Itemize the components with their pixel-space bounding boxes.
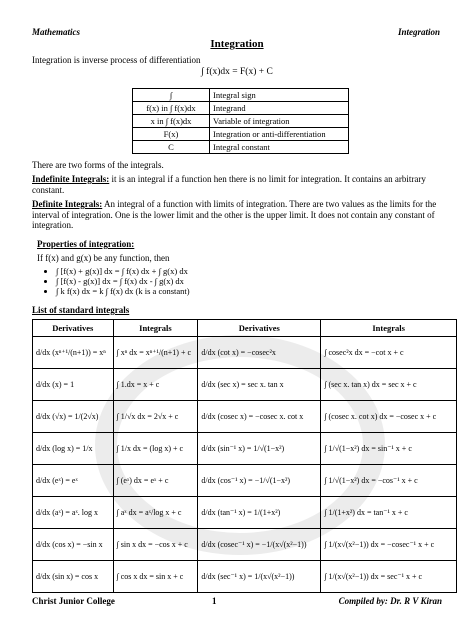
integral-cell: ∫ (sec x. tan x) dx = sec x + c <box>321 369 457 401</box>
page-footer <box>32 596 442 606</box>
meaning-cell: Integrand <box>210 102 349 115</box>
integral-cell: ∫ 1/√(1−x²) dx = sin⁻¹ x + c <box>321 433 457 465</box>
integral-cell: ∫ cos x dx = sin x + c <box>113 561 198 593</box>
indefinite-paragraph <box>32 174 442 195</box>
col-header: Integrals <box>321 320 457 337</box>
page-number: 1 <box>212 596 217 606</box>
footer-compiler: Compiled by: Dr. R V Kiran <box>338 596 442 606</box>
derivative-cell: d/dx (eˣ) = eˣ <box>33 465 114 497</box>
table-row <box>33 433 457 465</box>
indefinite-text: it is an integral if a function hen there is no limit for integration. It contains an arbitrary constant. <box>32 174 426 195</box>
forms-text: There are two forms of the integrals. <box>32 160 164 170</box>
integral-cell: ∫ xⁿ dx = xⁿ⁺¹/(n+1) + c <box>113 337 198 369</box>
col-header: Derivatives <box>198 320 321 337</box>
derivative-cell: d/dx (tan⁻¹ x) = 1/(1+x²) <box>198 497 321 529</box>
standard-integrals-table <box>32 319 457 593</box>
properties-list <box>44 266 190 296</box>
integral-cell: ∫ (eˣ) dx = eˣ + c <box>113 465 198 497</box>
footer-college: Christ Junior College <box>32 596 115 606</box>
definite-term: Definite Integrals: <box>32 199 103 209</box>
derivative-cell: d/dx (log x) = 1/x <box>33 433 114 465</box>
integral-cell: ∫ cosec²x dx = −cot x + c <box>321 337 457 369</box>
table-row <box>33 465 457 497</box>
page-header <box>32 27 440 37</box>
definite-paragraph <box>32 199 442 231</box>
derivative-cell: d/dx (x) = 1 <box>33 369 114 401</box>
derivative-cell: d/dx (sin⁻¹ x) = 1/√(1−x²) <box>198 433 321 465</box>
properties-heading: Properties of integration: <box>37 239 135 249</box>
derivative-cell: d/dx (xⁿ⁺¹/(n+1)) = xⁿ <box>33 337 114 369</box>
main-equation: ∫ f(x)dx = F(x) + C <box>201 67 273 77</box>
table-row <box>33 561 457 593</box>
symbol-row <box>133 89 349 102</box>
header-topic: Integration <box>397 27 440 37</box>
meaning-cell: Integral sign <box>210 89 349 102</box>
integral-cell: ∫ 1/√x dx = 2√x + c <box>113 401 198 433</box>
symbol-row <box>133 128 349 141</box>
col-header: Derivatives <box>33 320 114 337</box>
symbol-table <box>132 88 349 154</box>
symbol-cell: C <box>133 141 210 154</box>
indefinite-term: Indefinite Integrals: <box>32 174 110 184</box>
integral-cell: ∫ 1.dx = x + c <box>113 369 198 401</box>
meaning-cell: Variable of integration <box>210 115 349 128</box>
derivative-cell: d/dx (sec x) = sec x. tan x <box>198 369 321 401</box>
derivative-cell: d/dx (sin x) = cos x <box>33 561 114 593</box>
definite-text: An integral of a function with limits of integration. There are two values as the limits for the interval of integration. One is the lower limit and the other is the upper limit. It does not contain any constant of integration. <box>32 199 437 230</box>
table-row <box>33 401 457 433</box>
integral-cell: ∫ 1/x dx = (log x) + c <box>113 433 198 465</box>
symbol-cell: f(x) in ∫ f(x)dx <box>133 102 210 115</box>
header-subject: Mathematics <box>32 27 81 37</box>
table-row <box>33 369 457 401</box>
integral-cell: ∫ 1/(x√(x²−1)) dx = −cosec⁻¹ x + c <box>321 529 457 561</box>
derivative-cell: d/dx (√x) = 1/(2√x) <box>33 401 114 433</box>
page-title: Integration <box>210 38 264 50</box>
meaning-cell: Integral constant <box>210 141 349 154</box>
table-row <box>33 497 457 529</box>
derivative-cell: d/dx (cos⁻¹ x) = −1/√(1−x²) <box>198 465 321 497</box>
derivative-cell: d/dx (cosec x) = −cosec x. cot x <box>198 401 321 433</box>
derivative-cell: d/dx (aˣ) = aˣ. log x <box>33 497 114 529</box>
integral-cell: ∫ sin x dx = −cos x + c <box>113 529 198 561</box>
symbol-cell: F(x) <box>133 128 210 141</box>
derivative-cell: d/dx (cos x) = −sin x <box>33 529 114 561</box>
integral-cell: ∫ 1/(x√(x²−1)) dx = sec⁻¹ x + c <box>321 561 457 593</box>
table-row <box>33 337 457 369</box>
symbol-cell: x in ∫ f(x)dx <box>133 115 210 128</box>
property-item: • ∫ [f(x) + g(x)] dx = ∫ f(x) dx + ∫ g(x) dx <box>56 266 190 276</box>
derivative-cell: d/dx (cosec⁻¹ x) = −1/(x√(x²−1)) <box>198 529 321 561</box>
integral-cell: ∫ 1/(1+x²) dx = tan⁻¹ x + c <box>321 497 457 529</box>
list-heading: List of standard integrals <box>32 305 130 315</box>
symbol-row <box>133 102 349 115</box>
symbol-row <box>133 115 349 128</box>
derivative-cell: d/dx (cot x) = −cosec²x <box>198 337 321 369</box>
symbol-cell: ∫ <box>133 89 210 102</box>
integral-cell: ∫ aˣ dx = aˣ/log x + c <box>113 497 198 529</box>
table-row <box>33 529 457 561</box>
derivative-cell: d/dx (sec⁻¹ x) = 1/(x√(x²−1)) <box>198 561 321 593</box>
intro-text: Integration is inverse process of differentiation <box>32 55 201 65</box>
symbol-row <box>133 141 349 154</box>
col-header: Integrals <box>113 320 198 337</box>
meaning-cell: Integration or anti-differentiation <box>210 128 349 141</box>
integral-cell: ∫ 1/√(1−x²) dx = −cos⁻¹ x + c <box>321 465 457 497</box>
integral-cell: ∫ (cosec x. cot x) dx = −cosec x + c <box>321 401 457 433</box>
properties-lead: If f(x) and g(x) be any function, then <box>37 253 170 263</box>
property-item: • ∫ k f(x) dx = k ∫ f(x) dx (k is a constant) <box>56 286 190 296</box>
property-item: • ∫ [f(x) - g(x)] dx = ∫ f(x) dx - ∫ g(x) dx <box>56 276 190 286</box>
